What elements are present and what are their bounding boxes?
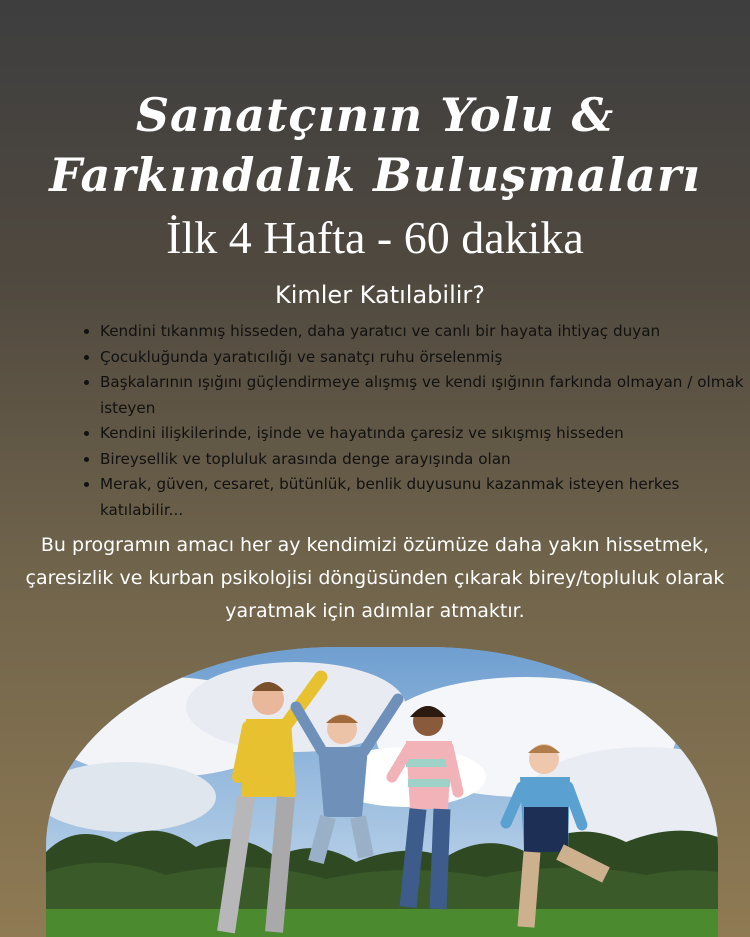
- list-item: • Merak, güven, cesaret, bütünlük, benlik duyusunu kazanmak isteyen herkes katılabilir...: [100, 472, 750, 523]
- subtitle-duration: İlk 4 Hafta - 60 dakika: [166, 212, 584, 263]
- list-item: • Kendini tıkanmış hisseden, daha yaratıcı ve canlı bir hayata ihtiyaç duyan: [100, 319, 750, 345]
- title-line-2: Farkındalık Buluşmaları: [49, 148, 701, 202]
- title-line-1: Sanatçının Yolu &: [135, 88, 615, 142]
- list-item: • Başkalarının ışığını güçlendirmeye alışmış ve kendi ışığının farkında olmayan / olmak isteyen: [100, 370, 750, 421]
- list-item: • Kendini ilişkilerinde, işinde ve hayatında çaresiz ve sıkışmış hisseden: [100, 421, 750, 447]
- criteria-list: [74, 319, 750, 523]
- list-item: • Bireysellik ve topluluk arasında denge arayışında olan: [100, 447, 750, 473]
- program-aim-text: Bu programın amacı her ay kendimizi özümüze daha yakın hissetmek, çaresizlik ve kurban psikolojisi döngüsünden çıkarak birey/topluluk olarak yaratmak için adımlar atmaktır.: [25, 534, 725, 622]
- list-item: • Çocukluğunda yaratıcılığı ve sanatçı ruhu örselenmiş: [100, 345, 750, 371]
- children-jumping-photo: [46, 647, 718, 937]
- who-can-join-heading: Kimler Katılabilir?: [274, 281, 486, 309]
